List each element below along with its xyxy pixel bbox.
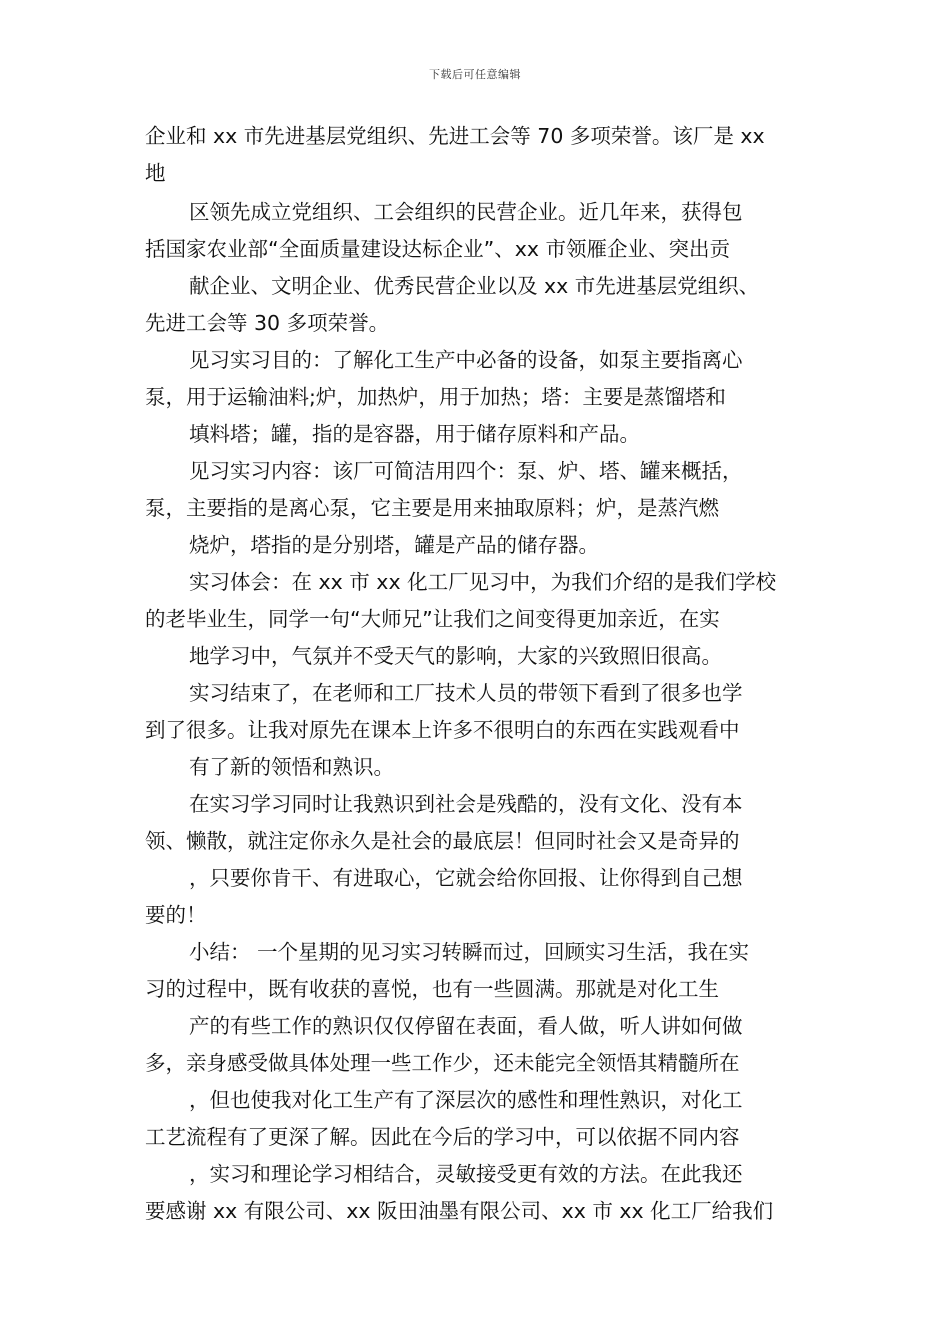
text-line: 习的过程中，既有收获的喜悦，也有一些圆满。那就是对化工生 [145, 977, 719, 1001]
text-line: 有了新的领悟和熟识。 [189, 755, 394, 779]
text-line: 小结： 一个星期的见习实习转瞬而过，回顾实习生活，我在实 [189, 940, 750, 964]
text-line: 要感谢 xx 有限公司、xx 阪田油墨有限公司、xx 市 xx 化工厂给我们 [145, 1199, 774, 1223]
text-line: 先进工会等 30 多项荣誉。 [145, 311, 390, 335]
text-line: 括国家农业部“全面质量建设达标企业”、xx 市领雁企业、突出贡 [145, 237, 731, 261]
text-line: 区领先成立党组织、工会组织的民营企业。近几年来，获得包 [189, 200, 743, 224]
text-line: 实习结束了，在老师和工厂技术人员的带领下看到了很多也学 [189, 681, 743, 705]
text-line: 泵，用于运输油料;炉，加热炉，用于加热；塔：主要是蒸馏塔和 [145, 385, 726, 409]
text-line: ，实习和理论学习相结合，灵敏接受更有效的方法。在此我还 [189, 1162, 743, 1186]
text-line: 烧炉，塔指的是分别塔，罐是产品的储存器。 [189, 533, 599, 557]
text-line: 领、懒散，就注定你永久是社会的最底层！但同时社会又是奇异的 [145, 829, 740, 853]
text-line: 见习实习目的：了解化工生产中必备的设备，如泵主要指离心 [189, 348, 743, 372]
text-line: 见习实习内容：该厂可简洁用四个：泵、炉、塔、罐来概括， [189, 459, 743, 483]
text-line: 实习体会：在 xx 市 xx 化工厂见习中，为我们介绍的是我们学校 [189, 570, 777, 594]
text-line: 要的！ [145, 903, 207, 927]
text-line: 到了很多。让我对原先在课本上许多不很明白的东西在实践观看中 [145, 718, 740, 742]
text-line: 填料塔；罐，指的是容器，用于储存原料和产品。 [189, 422, 640, 446]
page-header: 下载后可任意编辑 [429, 68, 521, 81]
text-line: 地学习中，气氛并不受天气的影响，大家的兴致照旧很高。 [189, 644, 722, 668]
text-line: 产的有些工作的熟识仅仅停留在表面，看人做，听人讲如何做 [189, 1014, 743, 1038]
text-line: 多，亲身感受做具体处理一些工作少，还未能完全领悟其精髓所在 [145, 1051, 740, 1075]
text-line: ，但也使我对化工生产有了深层次的感性和理性熟识，对化工 [189, 1088, 743, 1112]
text-line: 在实习学习同时让我熟识到社会是残酷的，没有文化、没有本 [189, 792, 743, 816]
text-line: 工艺流程有了更深了解。因此在今后的学习中，可以依据不同内容 [145, 1125, 740, 1149]
text-line: 的老毕业生，同学一句“大师兄”让我们之间变得更加亲近，在实 [145, 607, 720, 631]
text-line: ，只要你肯干、有进取心，它就会给你回报、让你得到自己想 [189, 866, 743, 890]
text-line: 地 [145, 161, 166, 185]
text-line: 献企业、文明企业、优秀民营企业以及 xx 市先进基层党组织、 [189, 274, 760, 298]
text-line: 企业和 xx 市先进基层党组织、先进工会等 70 多项荣誉。该厂是 xx [145, 124, 765, 148]
text-line: 泵，主要指的是离心泵，它主要是用来抽取原料；炉，是蒸汽燃 [145, 496, 719, 520]
